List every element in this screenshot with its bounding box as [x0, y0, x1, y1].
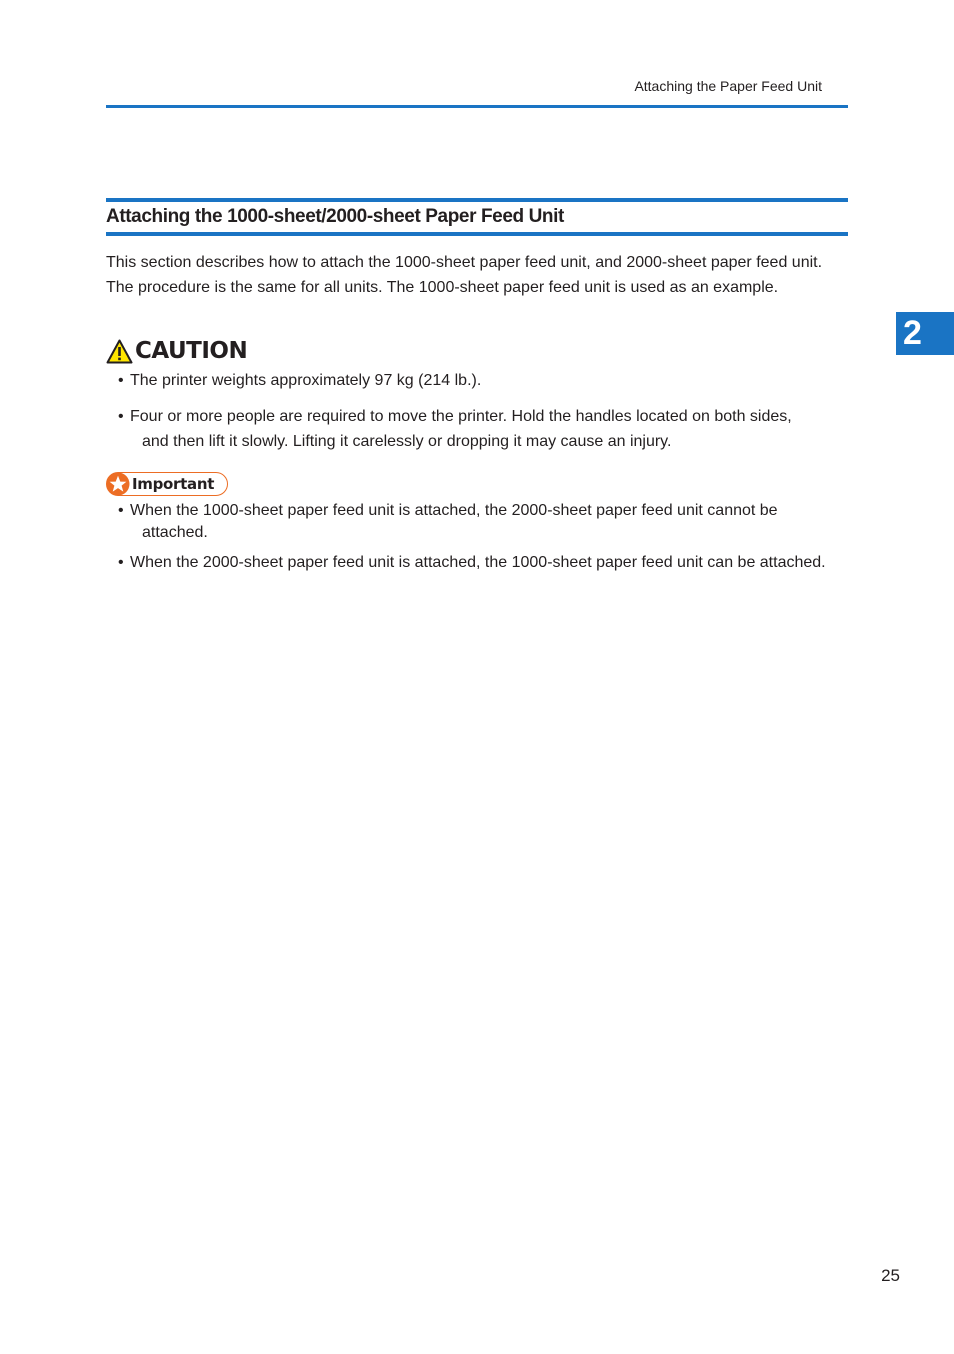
important-item-text: When the 2000-sheet paper feed unit is attached, the 1000-sheet paper feed unit can be attached.	[130, 554, 826, 571]
important-label: Important	[132, 475, 215, 493]
caution-label: CAUTION	[135, 338, 248, 364]
header-rule	[106, 105, 848, 108]
warning-triangle-icon	[106, 339, 133, 364]
caution-heading	[106, 336, 247, 366]
running-header: Attaching the Paper Feed Unit	[634, 78, 822, 94]
bullet-dot: •	[118, 502, 124, 519]
important-list	[118, 500, 858, 574]
important-item	[118, 500, 858, 544]
section-heading	[106, 198, 848, 236]
important-item	[118, 552, 858, 574]
important-item-text-continued: attached.	[142, 524, 208, 541]
bullet-dot: •	[118, 408, 124, 425]
intro-line-2: The procedure is the same for all units. The 1000-sheet paper feed unit is used as an example.	[106, 279, 779, 296]
caution-list	[118, 368, 858, 454]
section-heading-text: Attaching the 1000-sheet/2000-sheet Paper Feed Unit	[106, 206, 564, 227]
intro-line-1: This section describes how to attach the 1000-sheet paper feed unit, and 2000-sheet paper feed unit.	[106, 254, 823, 271]
intro-paragraph	[106, 250, 856, 300]
caution-item-text: Four or more people are required to move the printer. Hold the handles located on both sides,	[130, 408, 792, 425]
chapter-tab-number: 2	[903, 314, 922, 352]
bullet-dot: •	[118, 372, 124, 389]
caution-item	[118, 368, 858, 393]
chapter-tab	[896, 312, 954, 355]
caution-item-text-continued: and then lift it slowly. Lifting it carelessly or dropping it may cause an injury.	[142, 433, 672, 450]
page-number: 25	[881, 1266, 900, 1285]
important-badge	[106, 472, 228, 496]
bullet-dot: •	[118, 554, 124, 571]
star-icon	[106, 472, 130, 496]
caution-item	[118, 404, 858, 454]
important-item-text: When the 1000-sheet paper feed unit is attached, the 2000-sheet paper feed unit cannot be	[130, 502, 778, 519]
caution-item-text: The printer weights approximately 97 kg (214 lb.).	[130, 372, 482, 389]
